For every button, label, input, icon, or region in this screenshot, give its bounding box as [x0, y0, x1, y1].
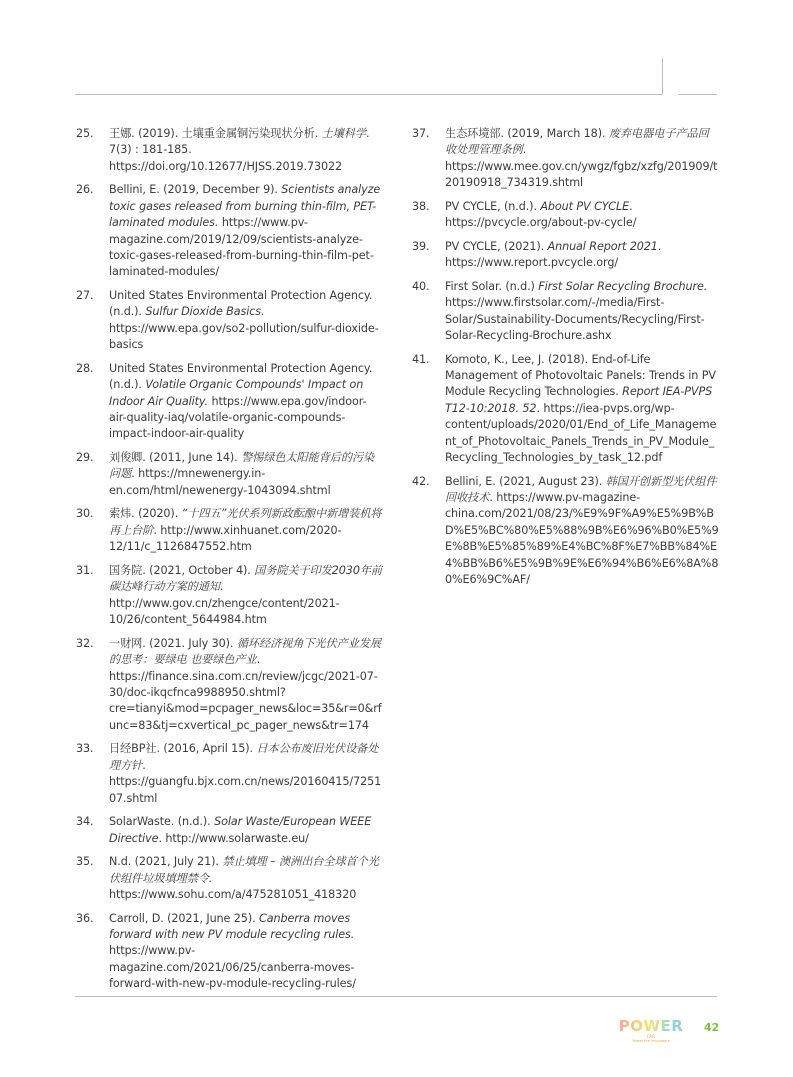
reference-entry — [76, 288, 386, 354]
reference-segment: . http://www.gov.cn/zhengce/content/2021-10/26/content_5644984.htm — [109, 580, 340, 627]
reference-title: Annual Report 2021 — [547, 239, 658, 253]
reference-segment: . http://www.xinhuanet.com/2020-12/11/c_1126847552.htm — [109, 523, 342, 554]
reference-segment: https://www.pv-magazine.com/2021/06/25/canberra-moves-forward-with-new-pv-module-recycling-rules/ — [109, 944, 356, 991]
reference-segment: Carroll, D. (2021, June 25). — [109, 911, 260, 925]
reference-entry — [76, 741, 386, 807]
reference-number: 38. — [412, 199, 430, 213]
reference-segment: https://www.pv-magazine.com/2019/12/09/scientists-analyze-toxic-gases-released-from-burning-thin-film-pet-laminated-modules/ — [109, 216, 374, 279]
reference-segment: . https://www.mee.gov.cn/ywgz/fgbz/xzfg/201909/t20190918_734319.shtml — [445, 143, 718, 190]
reference-text — [109, 563, 383, 629]
reference-entry — [412, 126, 722, 192]
reference-entry — [412, 279, 722, 345]
reference-segment: . https://mnewenergy.in-en.com/html/newenergy-1043094.shtml — [109, 467, 331, 497]
references-left-column — [76, 126, 386, 1000]
reference-segment: . https://iea-pvps.org/wp-content/uploads/2020/01/End_of_Life_Management_of_Photovoltaic_Panels_Trends_in_PV_Module_Recycling_Technologies_by_task_12.pdf — [445, 401, 717, 465]
reference-number: 39. — [412, 239, 430, 253]
reference-text — [445, 474, 719, 589]
reference-text — [445, 279, 719, 345]
reference-segment: PV CYCLE, (n.d.). — [445, 199, 541, 213]
reference-segment: 王娜. (2019). 土壤重金属铜污染现状分析. — [109, 127, 322, 140]
logo-word: POWER — [616, 1018, 686, 1034]
logo-sub: LAB — [647, 1034, 655, 1039]
reference-segment: 刘俊卿. (2011, June 14). — [109, 451, 242, 465]
reference-number: 29. — [76, 451, 94, 465]
header-vertical-rule — [662, 58, 663, 95]
reference-segment: 国务院. (2021, October 4). — [109, 563, 255, 577]
reference-entry — [76, 126, 386, 175]
reference-segment: . 7(3) : 181-185. https://doi.org/10.12677/HJSS.2019.73022 — [109, 127, 370, 173]
reference-text — [109, 854, 383, 903]
reference-segment: . https://www.pv-magazine-china.com/2021/08/23/%E9%9F%A9%E5%9B%BD%E5%BC%80%E5%88%9B%E6%96%B0%E5%9E%8B%E5%85%89%E4%BC%8F%E7%BB%84%E4%BB%B6%E5%9B%9E%E6%94%B6%E6%8A%80%E6%9C%AF/ — [445, 491, 719, 587]
reference-title: First Solar Recycling Brochure. — [538, 279, 708, 293]
reference-number: 26. — [76, 183, 94, 197]
footer-rule — [75, 996, 717, 997]
reference-segment: PV CYCLE, (2021). — [445, 239, 548, 253]
reference-segment: 一财网. (2021. July 30). — [109, 636, 237, 650]
reference-title: Sulfur Dioxide Basics. — [145, 305, 265, 319]
reference-title: Report IEA-PVPS T12-10:2018. 52 — [445, 385, 713, 415]
reference-number: 33. — [76, 742, 94, 756]
reference-title: 韩国开创新型光伏组件回收技术 — [445, 474, 717, 505]
reference-entry — [412, 352, 722, 467]
reference-entry — [76, 814, 386, 847]
reference-text — [445, 199, 719, 232]
reference-number: 35. — [76, 855, 94, 869]
reference-entry — [76, 506, 386, 555]
powerlab-logo — [616, 1018, 686, 1043]
reference-entry — [76, 563, 386, 629]
reference-segment: . http://www.solarwaste.eu/ — [158, 831, 309, 845]
reference-entry — [412, 474, 722, 589]
reference-text — [109, 814, 383, 847]
reference-text — [109, 182, 383, 280]
reference-text — [445, 352, 719, 467]
reference-number: 41. — [412, 352, 430, 366]
reference-segment: . https://www.report.pvcycle.org/ — [445, 239, 662, 270]
reference-segment: United States Environmental Protection Agency. (n.d.). — [109, 289, 373, 319]
reference-number: 34. — [76, 815, 94, 829]
logo-tagline: Power the innovators — [632, 1039, 670, 1043]
reference-title: 废弃电器电子产品回收处理管理条例 — [445, 127, 709, 157]
reference-text — [445, 239, 719, 272]
page-number: 42 — [704, 1021, 720, 1034]
reference-segment: . https://finance.sina.com.cn/review/jcgc/2021-07-30/doc-ikqcfnca9988950.shtml?cre=tianyi&mod=pcpager_news&loc=35&r=0&rfunc=83&tj=cxvertical_pc_pager_news&tr=174 — [109, 653, 382, 732]
reference-entry — [412, 239, 722, 272]
reference-text — [109, 506, 383, 555]
reference-segment: . https://pvcycle.org/about-pv-cycle/ — [445, 199, 637, 230]
reference-entry — [76, 854, 386, 903]
reference-number: 42. — [412, 474, 430, 488]
reference-text — [109, 911, 383, 993]
reference-number: 36. — [76, 911, 94, 925]
reference-title: About PV CYCLE — [540, 199, 630, 213]
reference-number: 40. — [412, 279, 430, 293]
reference-title: 禁止填埋 – 澳洲出台全球首个光伏组件垃圾填埋禁令. — [109, 855, 379, 885]
reference-number: 30. — [76, 507, 94, 521]
header-rule-short — [678, 94, 717, 95]
reference-text — [109, 636, 383, 734]
reference-segment: . https://guangfu.bjx.com.cn/news/20160415/725107.shtml — [109, 758, 382, 805]
reference-segment: 生态环境部. (2019, March 18). — [445, 127, 609, 140]
reference-number: 37. — [412, 127, 430, 140]
reference-segment: https://www.epa.gov/so2-pollution/sulfur-dioxide-basics — [109, 321, 379, 352]
references-right-column — [412, 126, 722, 596]
reference-title: Volatile Organic Compounds' Impact on Indoor Air Quality. — [109, 378, 364, 408]
reference-entry — [76, 361, 386, 443]
reference-text — [109, 126, 383, 175]
reference-title: 循环经济视角下光伏产业发展的思考：要绿电 也要绿色产业 — [109, 636, 381, 667]
reference-segment: 日经BP社. (2016, April 15). — [109, 742, 257, 756]
reference-entry — [76, 636, 386, 734]
reference-number: 27. — [76, 289, 94, 303]
reference-text — [445, 126, 719, 192]
reference-segment: https://www.epa.gov/indoor-air-quality-iaq/volatile-organic-compounds-impact-indoor-air-quality — [109, 394, 367, 441]
reference-segment: First Solar. (n.d.) — [445, 279, 539, 293]
header-rule — [75, 94, 663, 95]
reference-title: 土壤科学 — [321, 127, 366, 140]
reference-text — [109, 288, 383, 354]
reference-number: 25. — [76, 127, 94, 140]
reference-number: 31. — [76, 563, 94, 577]
reference-entry — [76, 182, 386, 280]
reference-segment: Komoto, K., Lee, J. (2018). End-of-Life Management of Photovoltaic Panels: Trends in PV Module Recycling Technologies. — [445, 352, 716, 399]
reference-title: Scientists analyze toxic gases released from burning thin-film, PET-laminated modules. — [109, 183, 381, 230]
reference-number: 28. — [76, 361, 94, 375]
reference-entry — [76, 450, 386, 499]
reference-title: 警惕绿色太阳能背后的污染问题 — [109, 451, 375, 481]
reference-segment: https://www.sohu.com/a/475281051_418320 — [109, 887, 357, 901]
reference-text — [109, 741, 383, 807]
reference-title: “十四五”光伏系列新政酝酿中新增装机将再上台阶 — [109, 507, 382, 537]
reference-segment: 索炜. (2020). — [109, 507, 182, 521]
reference-title: Solar Waste/European WEEE Directive — [109, 815, 372, 845]
reference-segment: Bellini, E. (2021, August 23). — [445, 474, 606, 488]
reference-segment: https://www.firstsolar.com/-/media/First-Solar/Sustainability-Documents/Recycling/First-Solar-Recycling-Brochure.ashx — [445, 296, 705, 343]
reference-text — [109, 450, 383, 499]
reference-title: 国务院关于印发2030年前碳达峰行动方案的通知 — [109, 563, 383, 594]
reference-entry — [76, 911, 386, 993]
reference-number: 32. — [76, 636, 94, 650]
reference-segment: United States Environmental Protection Agency. (n.d.). — [109, 361, 373, 392]
reference-segment: SolarWaste. (n.d.). — [109, 815, 215, 829]
reference-segment: N.d. (2021, July 21). — [109, 855, 223, 869]
reference-segment: Bellini, E. (2019, December 9). — [109, 183, 282, 197]
reference-text — [109, 361, 383, 443]
reference-title: 日本公布废旧光伏设备处理方针 — [109, 742, 379, 772]
reference-entry — [412, 199, 722, 232]
reference-title: Canberra moves forward with new PV module recycling rules. — [109, 911, 355, 941]
